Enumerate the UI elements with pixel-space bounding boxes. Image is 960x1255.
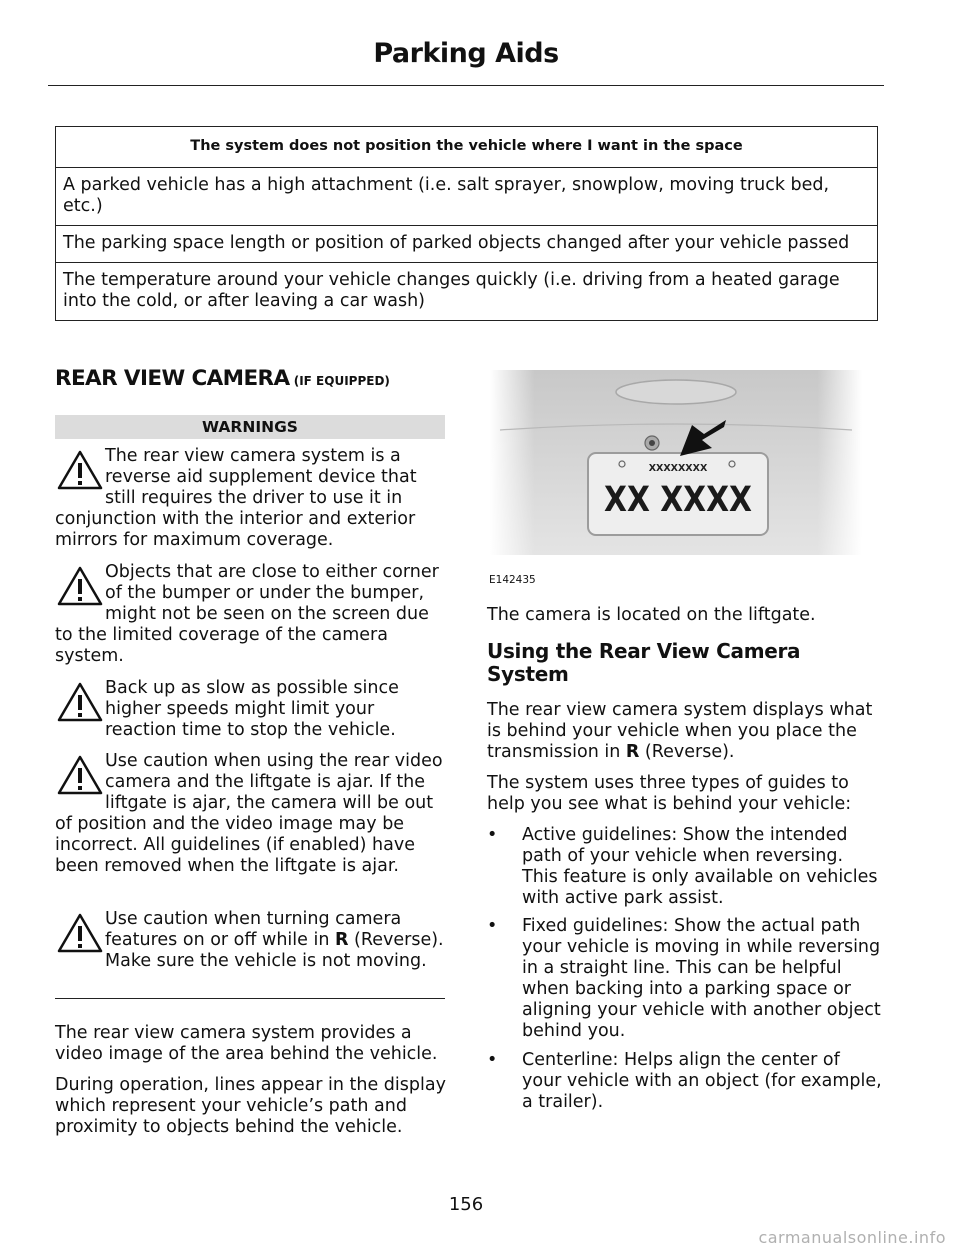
warning-item <box>55 678 445 741</box>
plate-top-text: XXXXXXXX <box>648 463 708 474</box>
warning-item <box>55 562 445 667</box>
gear-letter: R <box>335 930 349 950</box>
table-row: The temperature around your vehicle changes quickly (i.e. driving from a heated garage into the cold, or after leaving a car wash) <box>56 263 878 321</box>
warning-text: Use caution when turning camera features on or off while in <box>105 909 402 950</box>
body-paragraph: The system uses three types of guides to help you see what is behind your vehicle: <box>487 773 852 814</box>
liftgate-camera-illustration <box>490 370 862 555</box>
section-title: REAR VIEW CAMERA <box>55 366 290 391</box>
warning-item <box>55 909 445 972</box>
table-heading: The system does not position the vehicle where I want in the space <box>56 127 878 168</box>
section-heading <box>55 366 390 391</box>
table-row: The parking space length or position of parked objects changed after your vehicle passed <box>56 226 878 263</box>
list-item-text: Active guidelines: Show the intended path of your vehicle when reversing. This feature is only available on vehicles with active park assist. <box>522 825 878 908</box>
warning-item <box>55 751 445 877</box>
figure-code: E142435 <box>489 574 536 586</box>
warning-triangle-icon <box>55 911 105 955</box>
warnings-divider <box>55 998 445 999</box>
body-paragraph: During operation, lines appear in the display which represent your vehicle’s path and proximity to objects behind the vehicle. <box>55 1075 446 1137</box>
paragraph-text: (Reverse). <box>639 742 735 762</box>
list-item-text: Centerline: Helps align the center of your vehicle with an object (for example, a trailer). <box>522 1050 882 1112</box>
plate-main-text: XX XXXX <box>604 480 752 520</box>
table-row: A parked vehicle has a high attachment (i.e. salt sprayer, snowplow, moving truck bed, etc.) <box>56 168 878 226</box>
watermark: carmanualsonline.info <box>758 1228 946 1247</box>
list-item-text: Fixed guidelines: Show the actual path your vehicle is moving in while reversing in a straight line. This can be helpful when backing into a parking space or aligning your vehicle with another object behind you. <box>522 916 881 1041</box>
troubleshooting-table <box>55 126 878 321</box>
paragraph-text: The rear view camera system displays what is behind your vehicle when you place the transmission in <box>487 700 873 762</box>
warning-text: Back up as slow as possible since higher speeds might limit your reaction time to stop the vehicle. <box>105 678 399 740</box>
warning-triangle-icon <box>55 564 105 608</box>
warning-triangle-icon <box>55 680 105 724</box>
warning-triangle-icon <box>55 753 105 797</box>
body-paragraph <box>487 700 882 763</box>
section-subtitle: (IF EQUIPPED) <box>289 374 390 388</box>
warning-text: Objects that are close to either corner of the bumper or under the bumper, might not be seen on the screen due to the limited coverage of the camera system. <box>55 562 439 666</box>
warning-text: The rear view camera system is a reverse aid supplement device that still requires the driver to use it in conjunction with the interior and exterior mirrors for maximum coverage. <box>55 446 417 550</box>
page-title: Parking Aids <box>373 38 559 69</box>
page-number: 156 <box>448 1194 484 1215</box>
warning-triangle-icon <box>55 448 105 492</box>
bullet-glyph: • <box>487 1050 498 1070</box>
warning-item <box>55 446 445 551</box>
body-paragraph: The rear view camera system provides a video image of the area behind the vehicle. <box>55 1023 438 1064</box>
bullet-glyph: • <box>487 916 498 936</box>
figure-caption: The camera is located on the liftgate. <box>487 605 816 625</box>
gear-letter: R <box>625 742 640 762</box>
warning-text: Use caution when using the rear video camera and the liftgate is ajar. If the liftgate is ajar, the camera will be out of position and the video image may be incorrect. All guidelines (if enabled) have been removed when the liftgate is ajar. <box>55 751 443 876</box>
bullet-glyph: • <box>487 825 498 845</box>
warnings-label: WARNINGS <box>55 415 445 439</box>
warning-text: (Reverse). Make sure the vehicle is not moving. <box>105 930 444 971</box>
subsection-heading: Using the Rear View Camera System <box>487 639 801 686</box>
header-divider <box>48 85 884 86</box>
